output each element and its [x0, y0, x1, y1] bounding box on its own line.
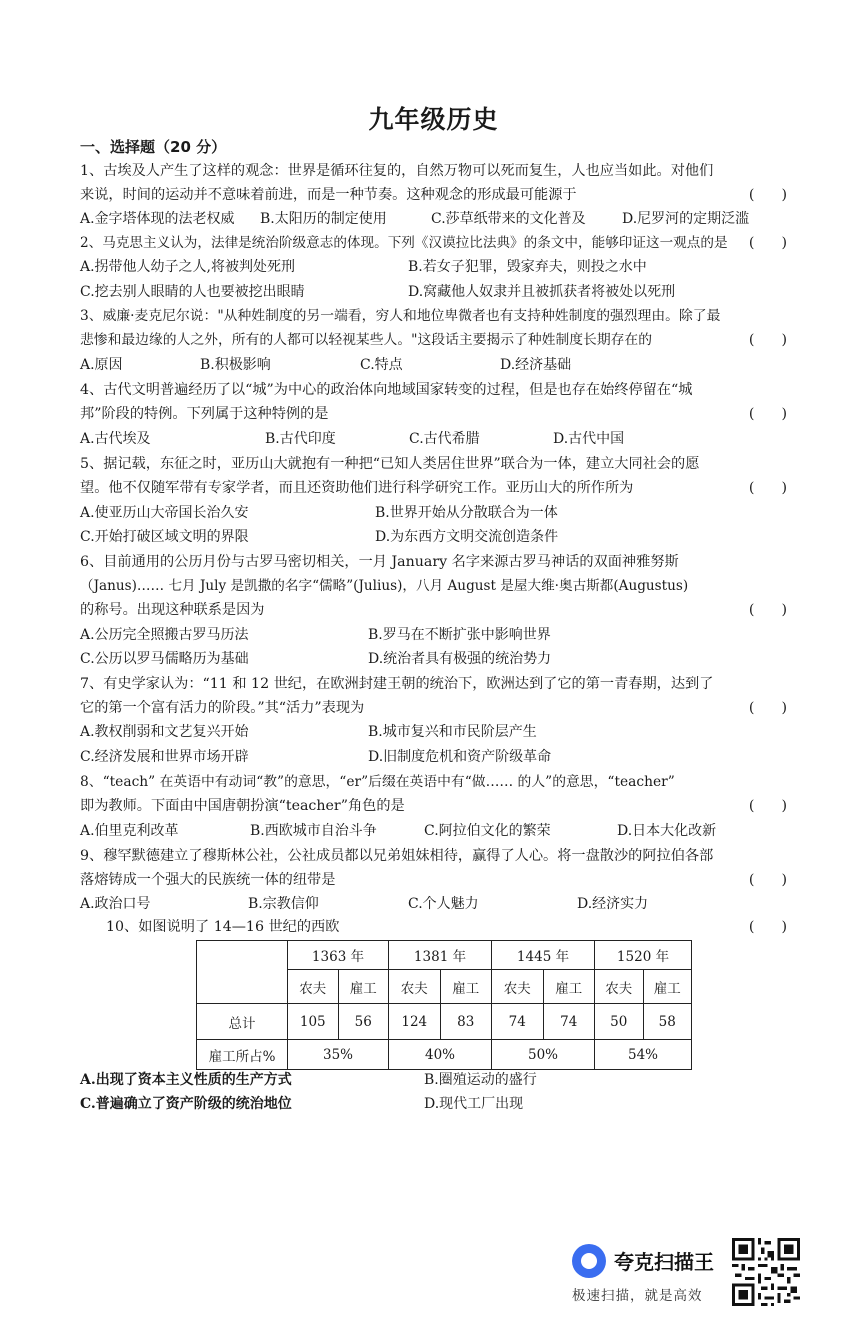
q8-option-c: C.阿拉伯文化的繁荣 [424, 823, 551, 839]
q3-option-c: C.特点 [360, 357, 403, 373]
q10-option-d: D.现代工厂出现 [424, 1096, 524, 1112]
table-year-header: 1363 年 [288, 941, 389, 970]
q9-option-d: D.经济实力 [577, 896, 649, 912]
q8-line-1: 8、“teach” 在英语中有动词“教”的意思，“er”后缀在英语中有“做…… 的人”的意思，“teacher” [80, 774, 675, 790]
q9-option-c: C.个人魅力 [408, 896, 479, 912]
q9-line-1: 9、穆罕默德建立了穆斯林公社，公社成员都以兄弟姐妹相待，赢得了人心。将一盘散沙的阿拉伯各部 [80, 848, 714, 864]
q7-option-c: C.经济发展和世界市场开辟 [80, 749, 249, 765]
table-cell: 105 [288, 1004, 339, 1040]
q4-line-2: 邦”阶段的特例。下列属于这种特例的是 [80, 406, 329, 422]
q1-option-c: C.莎草纸带来的文化普及 [431, 211, 586, 227]
q8-answer-bracket: ( ) [748, 798, 787, 814]
q10-answer-bracket: ( ) [748, 919, 787, 935]
q3-option-a: A.原因 [80, 357, 123, 373]
q1-option-b: B.太阳历的制定使用 [260, 211, 387, 227]
q10-option-a: A.出现了资本主义性质的生产方式 [80, 1072, 292, 1088]
q2-option-d: D.窝藏他人奴隶并且被抓获者将被处以死刑 [408, 284, 676, 300]
q8-option-b: B.西欧城市自治斗争 [250, 823, 377, 839]
q4-option-b: B.古代印度 [265, 431, 336, 447]
q5-option-b: B.世界开始从分散联合为一体 [375, 505, 558, 521]
q3-line-1: 3、威廉·麦克尼尔说："从种姓制度的另一端看，穷人和地位卑微者也有支持种姓制度的强烈理由。除了最 [80, 308, 721, 324]
scanner-brand: 夸克扫描王 [614, 1250, 714, 1274]
q4-option-d: D.古代中国 [553, 431, 625, 447]
table-col-farmer: 农夫 [595, 970, 644, 1004]
table-col-worker: 雇工 [338, 970, 389, 1004]
table-col-worker: 雇工 [543, 970, 595, 1004]
table-col-farmer: 农夫 [389, 970, 441, 1004]
q5-option-a: A.使亚历山大帝国长治久安 [80, 505, 249, 521]
table-cell: 56 [338, 1004, 389, 1040]
table-cell: 40% [389, 1040, 492, 1070]
table-cell: 35% [288, 1040, 389, 1070]
table-cell: 74 [543, 1004, 595, 1040]
q6-answer-bracket: ( ) [748, 602, 787, 618]
table-year-header: 1381 年 [389, 941, 492, 970]
page-title: 九年级历史 [368, 105, 499, 134]
table-cell: 54% [595, 1040, 692, 1070]
q8-option-a: A.伯里克利改革 [80, 823, 179, 839]
q5-line-1: 5、据记载，东征之时，亚历山大就抱有一种把“已知人类居住世界”联合为一体，建立大同社会的愿 [80, 456, 700, 472]
table-row [197, 1004, 692, 1040]
table-cell: 83 [440, 1004, 492, 1040]
q7-option-b: B.城市复兴和市民阶层产生 [368, 724, 537, 740]
table-col-farmer: 农夫 [288, 970, 339, 1004]
table-year-header: 1445 年 [492, 941, 595, 970]
q3-option-b: B.积极影响 [200, 357, 271, 373]
table-cell: 124 [389, 1004, 441, 1040]
q7-line-2: 它的第一个富有活力的阶段。”其“活力”表现为 [80, 700, 365, 716]
q2-answer-bracket: ( ) [748, 235, 787, 251]
q6-line-3: 的称号。出现这种联系是因为 [80, 602, 265, 618]
q1-answer-bracket: ( ) [748, 187, 787, 203]
scanner-logo-icon [572, 1244, 606, 1278]
q6-line-1: 6、目前通用的公历月份与古罗马密切相关，一月 January 名字来源古罗马神话的双面神雅努斯 [80, 554, 679, 570]
q6-option-c: C.公历以罗马儒略历为基础 [80, 651, 249, 667]
q2-line-1: 2、马克思主义认为，法律是统治阶级意志的体现。下列《汉谟拉比法典》的条文中，能够印证这一观点的是 [80, 235, 728, 251]
q7-option-d: D.旧制度危机和资产阶级革命 [368, 749, 552, 765]
q10-option-b: B.圈殖运动的盛行 [424, 1072, 537, 1088]
table-ratio-label: 雇工所占% [197, 1040, 288, 1070]
q4-line-1: 4、古代文明普遍经历了以“城”为中心的政治体向地域国家转变的过程，但是也存在始终停留在“城 [80, 382, 693, 398]
q3-line-2: 悲惨和最边缘的人之外，所有的人都可以轻视某些人。"这段话主要揭示了种姓制度长期存在的 [80, 332, 653, 348]
q9-answer-bracket: ( ) [748, 872, 787, 888]
q7-option-a: A.教权削弱和文艺复兴开始 [80, 724, 249, 740]
table-cell: 58 [643, 1004, 692, 1040]
table-col-farmer: 农夫 [492, 970, 544, 1004]
q3-answer-bracket: ( ) [748, 332, 787, 348]
q5-option-d: D.为东西方文明交流创造条件 [375, 529, 559, 545]
q6-option-b: B.罗马在不断扩张中影响世界 [368, 627, 551, 643]
q10-line-1: 10、如图说明了 14—16 世纪的西欧 [106, 919, 340, 935]
q1-line-2: 来说，时间的运动并不意味着前进，而是一种节奏。这种观念的形成最可能源于 [80, 187, 577, 203]
q5-line-2: 望。他不仅随军带有专家学者，而且还资助他们进行科学研究工作。亚历山大的所作所为 [80, 480, 634, 496]
table-row [197, 941, 692, 970]
q6-option-d: D.统治者具有极强的统治势力 [368, 651, 552, 667]
q9-option-a: A.政治口号 [80, 896, 151, 912]
table-cell: 50 [595, 1004, 644, 1040]
q10-option-c: C.普遍确立了资产阶级的统治地位 [80, 1096, 292, 1112]
q1-option-d: D.尼罗河的定期泛滥 [622, 211, 750, 227]
wage-labor-table [196, 940, 692, 1070]
table-total-label: 总计 [197, 1004, 288, 1040]
q2-option-c: C.挖去别人眼睛的人也要被挖出眼睛 [80, 284, 305, 300]
q9-option-b: B.宗教信仰 [248, 896, 319, 912]
q1-line-1: 1、古埃及人产生了这样的观念：世界是循环往复的，自然万物可以死而复生，人也应当如此。对他们 [80, 163, 714, 179]
q2-option-a: A.拐带他人幼子之人,将被判处死刑 [80, 259, 296, 275]
q8-option-d: D.日本大化改新 [617, 823, 717, 839]
table-row [197, 1040, 692, 1070]
scanner-slogan: 极速扫描，就是高效 [572, 1288, 703, 1304]
q4-option-c: C.古代希腊 [409, 431, 480, 447]
q6-line-2: （Janus)…… 七月 July 是凯撒的名字“儒略”(Julius)，八月 August 是屋大维·奥古斯都(Augustus) [80, 578, 689, 594]
q4-option-a: A.古代埃及 [80, 431, 151, 447]
q4-answer-bracket: ( ) [748, 406, 787, 422]
q8-line-2: 即为教师。下面由中国唐朝扮演“teacher”角色的是 [80, 798, 405, 814]
section-heading: 一、选择题（20 分） [80, 138, 227, 156]
q3-option-d: D.经济基础 [500, 357, 572, 373]
q5-option-c: C.开始打破区域文明的界限 [80, 529, 249, 545]
table-col-worker: 雇工 [440, 970, 492, 1004]
q7-answer-bracket: ( ) [748, 700, 787, 716]
q9-line-2: 落熔铸成一个强大的民族统一体的纽带是 [80, 872, 336, 888]
q1-option-a: A.金字塔体现的法老权威 [80, 211, 235, 227]
qr-code-icon [732, 1238, 800, 1306]
table-corner-cell [197, 941, 288, 1004]
table-cell: 50% [492, 1040, 595, 1070]
q5-answer-bracket: ( ) [748, 480, 787, 496]
table-cell: 74 [492, 1004, 544, 1040]
q6-option-a: A.公历完全照搬古罗马历法 [80, 627, 249, 643]
scanner-watermark [572, 1244, 722, 1304]
table-col-worker: 雇工 [643, 970, 692, 1004]
table-year-header: 1520 年 [595, 941, 692, 970]
q7-line-1: 7、有史学家认为：“11 和 12 世纪，在欧洲封建王朝的统治下，欧洲达到了它的第一青春期，达到了 [80, 676, 714, 692]
q2-option-b: B.若女子犯罪，毁家弃夫，则投之水中 [408, 259, 647, 275]
